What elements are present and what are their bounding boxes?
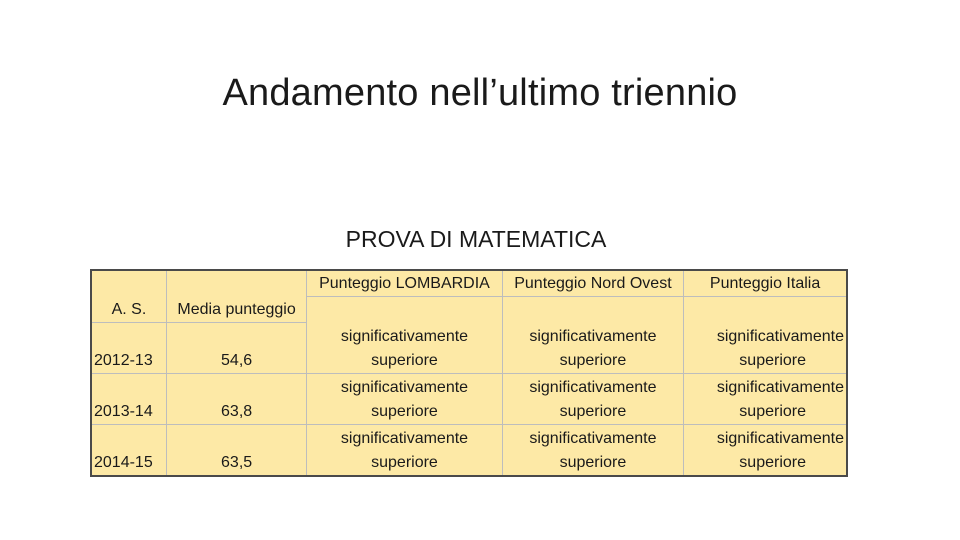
cell-line: superiore (739, 402, 806, 420)
cell-line: superiore (559, 402, 627, 420)
cell-as: 2014-15 (91, 424, 166, 476)
cell-line: superiore (739, 351, 806, 369)
header-as: A. S. (91, 297, 166, 323)
header-lombardia: Punteggio LOMBARDIA (307, 270, 502, 297)
cell-line: significativamente (716, 429, 844, 447)
section-title: PROVA DI MATEMATICA (345, 226, 607, 252)
cell-line: superiore (739, 453, 806, 471)
header-italia: Punteggio Italia (684, 270, 847, 297)
cell-nord-ovest (502, 322, 683, 373)
cell-line: superiore (371, 453, 438, 471)
cell-italia (684, 322, 847, 373)
header-cell-empty (684, 297, 847, 323)
cell-line: significativamente (529, 327, 657, 345)
cell-line: significativamente (340, 327, 469, 345)
table-header-row-top (91, 270, 847, 297)
cell-as: 2012-13 (91, 322, 166, 373)
table-header-row (91, 297, 847, 323)
cell-nord-ovest (502, 373, 683, 424)
score-table (90, 269, 848, 477)
cell-line: significativamente (716, 378, 844, 396)
cell-nord-ovest (502, 424, 683, 476)
cell-media: 63,8 (166, 373, 306, 424)
cell-line: significativamente (529, 429, 657, 447)
header-cell-empty (502, 297, 683, 323)
cell-line: superiore (559, 453, 627, 471)
cell-line: significativamente (529, 378, 657, 396)
cell-lombardia (307, 424, 502, 476)
header-nord-ovest: Punteggio Nord Ovest (502, 270, 683, 297)
table-row (91, 322, 847, 373)
cell-media: 54,6 (166, 322, 306, 373)
cell-italia (684, 424, 847, 476)
header-cell-empty (166, 270, 306, 297)
cell-line: significativamente (340, 429, 469, 447)
cell-line: significativamente (716, 327, 844, 345)
cell-line: superiore (371, 351, 438, 369)
cell-lombardia (307, 322, 502, 373)
cell-italia (684, 373, 847, 424)
cell-line: superiore (559, 351, 627, 369)
table-row (91, 373, 847, 424)
slide-title: Andamento nell’ultimo triennio (222, 72, 738, 114)
cell-lombardia (307, 373, 502, 424)
table-row (91, 424, 847, 476)
header-media: Media punteggio (166, 297, 306, 323)
cell-line: significativamente (340, 378, 469, 396)
cell-line: superiore (371, 402, 438, 420)
header-cell-empty (91, 270, 166, 297)
header-cell-empty (307, 297, 502, 323)
cell-as: 2013-14 (91, 373, 166, 424)
cell-media: 63,5 (166, 424, 306, 476)
